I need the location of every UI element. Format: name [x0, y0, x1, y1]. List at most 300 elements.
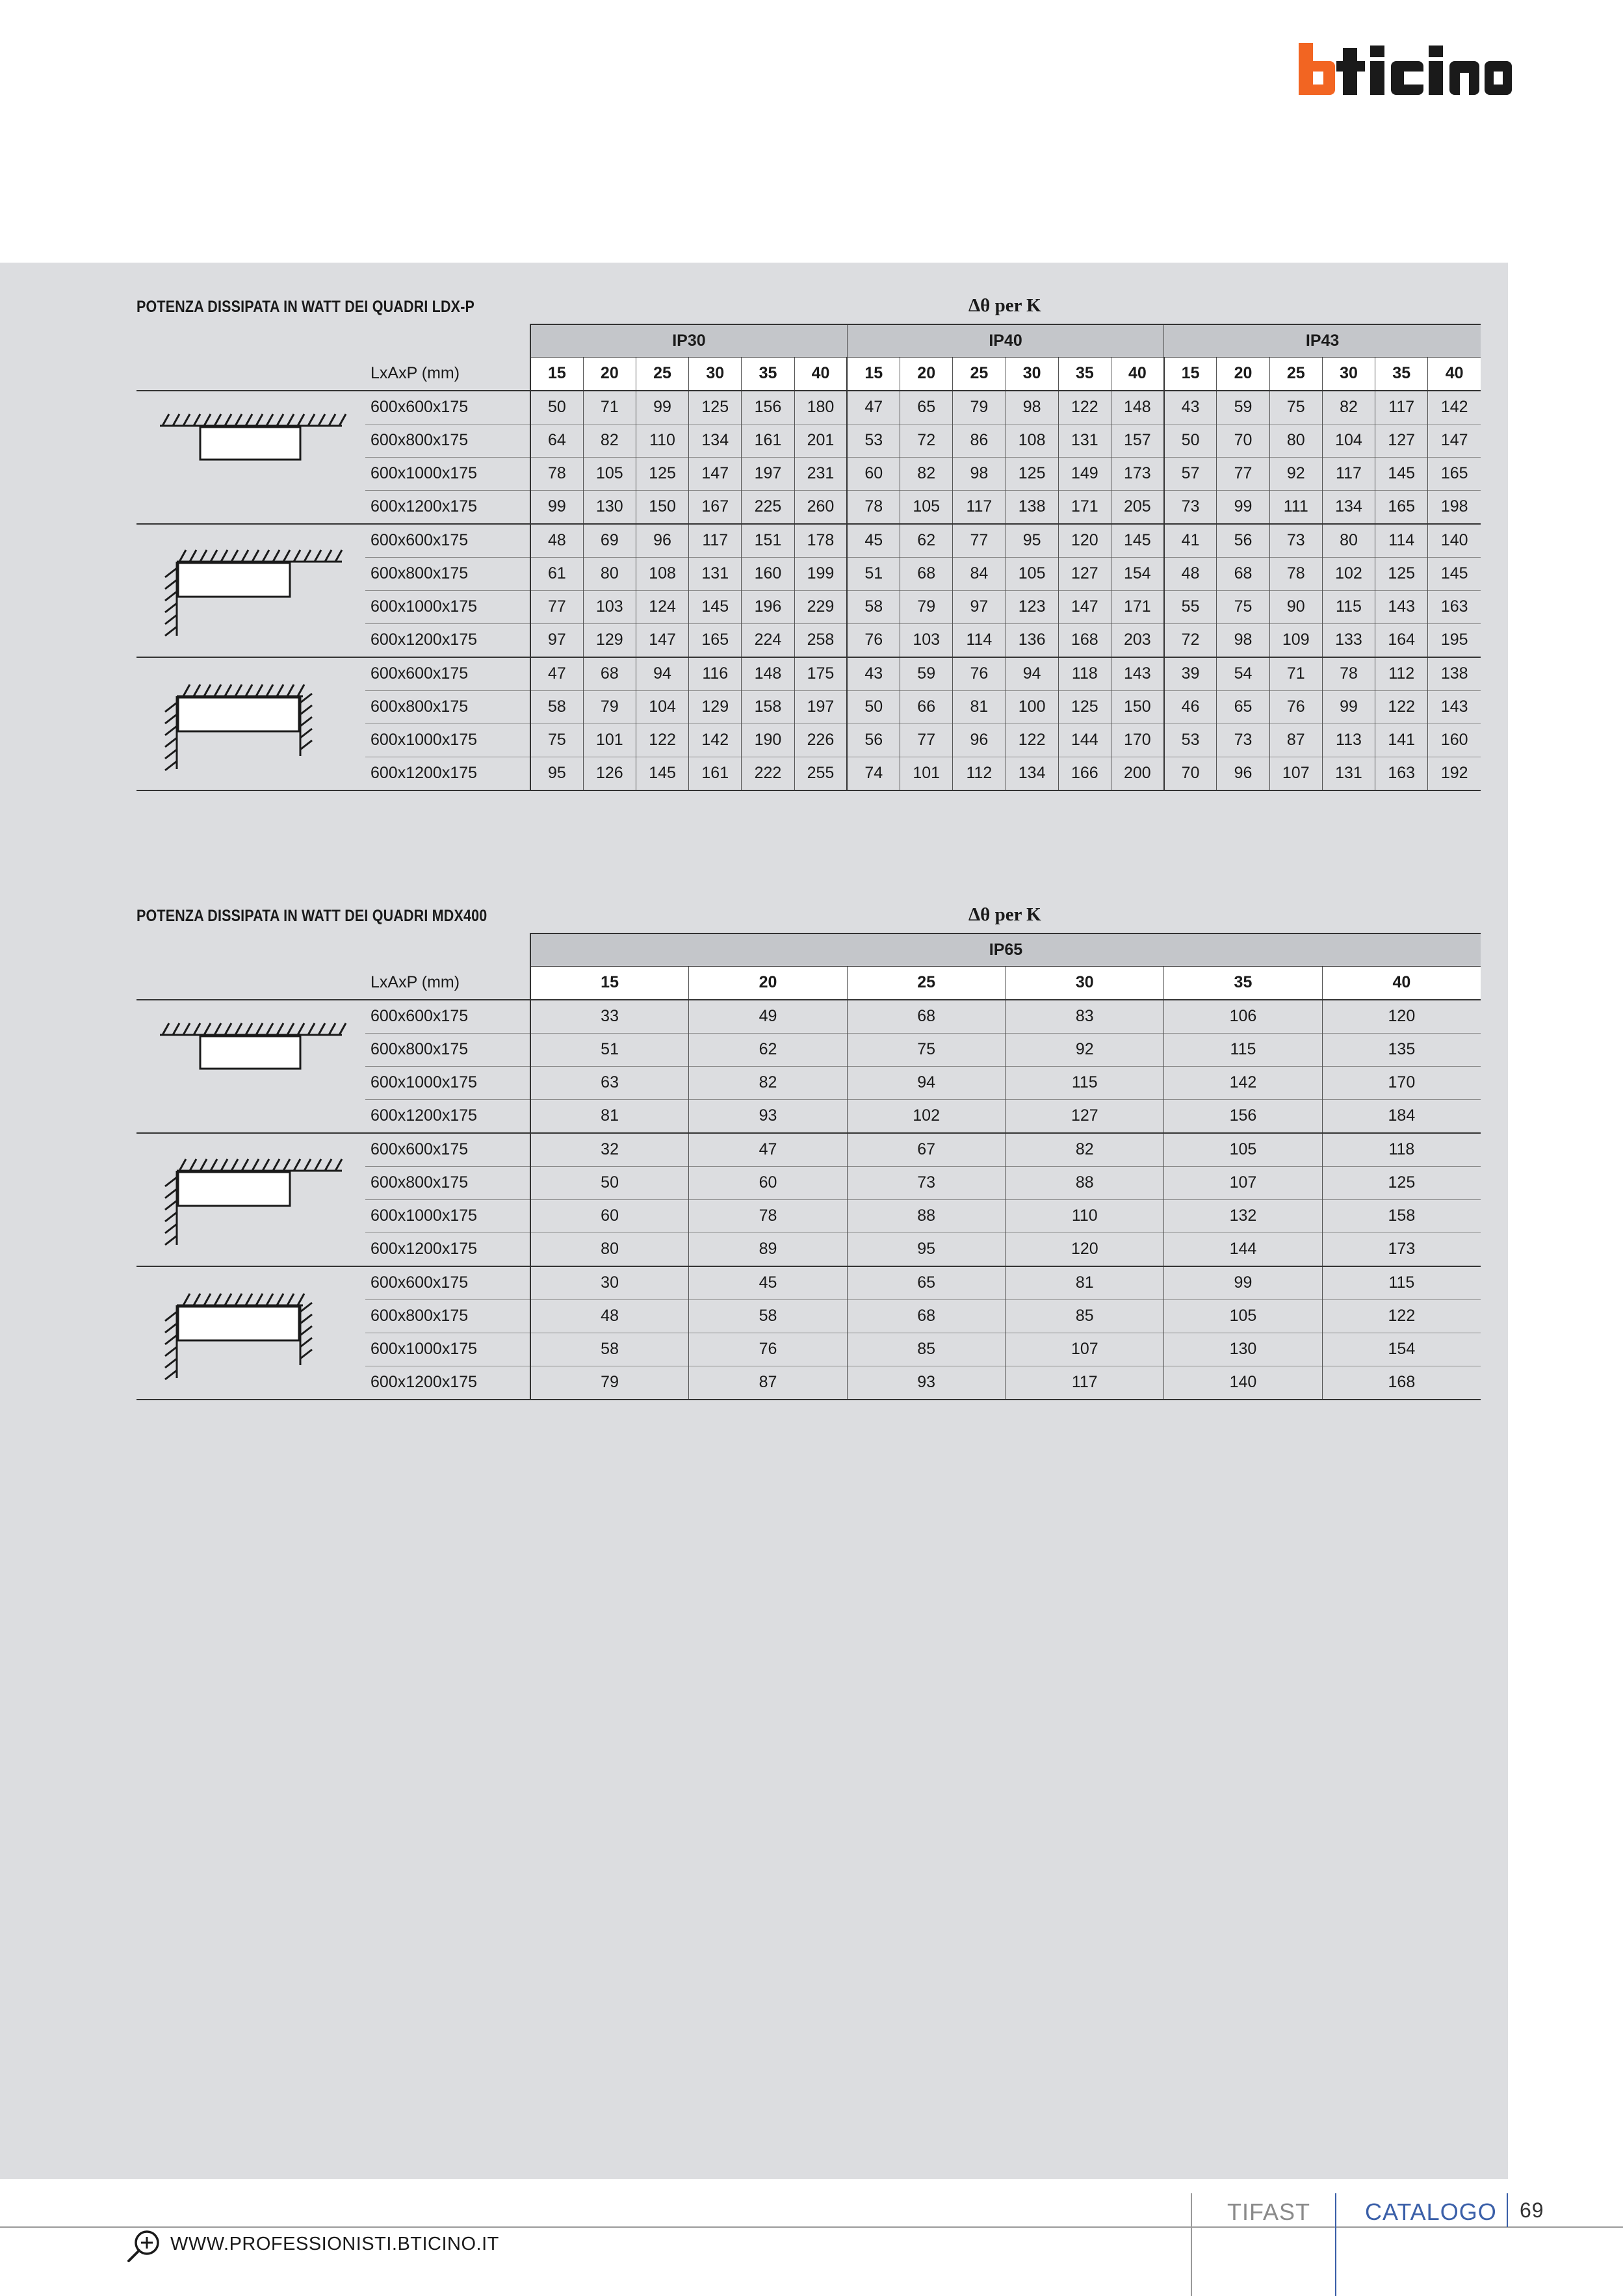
value-cell: 122: [1058, 391, 1111, 424]
value-cell: 96: [953, 724, 1006, 757]
value-cell: 231: [794, 457, 847, 490]
value-cell: 173: [1322, 1233, 1481, 1266]
value-cell: 94: [636, 657, 688, 691]
value-cell: 61: [530, 557, 583, 590]
value-cell: 90: [1269, 590, 1322, 623]
value-cell: 229: [794, 590, 847, 623]
value-cell: 134: [1322, 490, 1375, 524]
value-cell: 30: [530, 1266, 689, 1300]
value-cell: 74: [847, 757, 900, 790]
value-cell: 64: [530, 424, 583, 457]
size-cell: 600x1000x175: [365, 1333, 530, 1366]
value-cell: 32: [530, 1133, 689, 1167]
value-cell: 103: [900, 623, 953, 657]
value-cell: 97: [953, 590, 1006, 623]
value-cell: 136: [1006, 623, 1058, 657]
value-cell: 196: [742, 590, 794, 623]
value-cell: 224: [742, 623, 794, 657]
delta-col-header: 40: [794, 357, 847, 391]
value-cell: 104: [636, 690, 688, 724]
table1-title: POTENZA DISSIPATA IN WATT DEI QUADRI LDX-P: [136, 298, 475, 316]
delta-col-header: 35: [1058, 357, 1111, 391]
value-cell: 258: [794, 623, 847, 657]
value-cell: 80: [1269, 424, 1322, 457]
mounting-diagram-2: [136, 1133, 365, 1266]
value-cell: 100: [1006, 690, 1058, 724]
delta-col-header: 30: [1322, 357, 1375, 391]
website-link[interactable]: WWW.PROFESSIONISTI.BTICINO.IT: [170, 2234, 499, 2254]
delta-col-header: 15: [847, 357, 900, 391]
value-cell: 85: [847, 1333, 1006, 1366]
size-cell: 600x600x175: [365, 524, 530, 558]
delta-col-header: 40: [1111, 357, 1163, 391]
value-cell: 99: [1164, 1266, 1323, 1300]
value-cell: 163: [1375, 757, 1428, 790]
value-cell: 81: [530, 1099, 689, 1133]
footer-catalog: CATALOGO: [1365, 2198, 1497, 2225]
value-cell: 56: [847, 724, 900, 757]
value-cell: 39: [1164, 657, 1217, 691]
value-cell: 171: [1111, 590, 1163, 623]
value-cell: 122: [1006, 724, 1058, 757]
value-cell: 129: [689, 690, 742, 724]
value-cell: 68: [900, 557, 953, 590]
delta-col-header: 35: [1375, 357, 1428, 391]
value-cell: 43: [1164, 391, 1217, 424]
value-cell: 75: [530, 724, 583, 757]
value-cell: 76: [689, 1333, 848, 1366]
value-cell: 118: [1322, 1133, 1481, 1167]
size-header: LxAxP (mm): [370, 363, 460, 382]
value-cell: 105: [900, 490, 953, 524]
table-row: [136, 1266, 1481, 1300]
size-header: LxAxP (mm): [370, 972, 460, 991]
table-row: [136, 1133, 1481, 1167]
value-cell: 50: [847, 690, 900, 724]
value-cell: 116: [689, 657, 742, 691]
value-cell: 86: [953, 424, 1006, 457]
value-cell: 47: [689, 1133, 848, 1167]
value-cell: 131: [1058, 424, 1111, 457]
value-cell: 170: [1322, 1066, 1481, 1099]
group-header-ip40: IP40: [847, 324, 1163, 357]
value-cell: 54: [1217, 657, 1269, 691]
size-cell: 600x1000x175: [365, 1199, 530, 1233]
value-cell: 59: [900, 657, 953, 691]
value-cell: 130: [583, 490, 636, 524]
value-cell: 65: [900, 391, 953, 424]
value-cell: 108: [1006, 424, 1058, 457]
delta-col-header: 30: [1006, 357, 1058, 391]
value-cell: 168: [1322, 1366, 1481, 1400]
value-cell: 117: [1375, 391, 1428, 424]
value-cell: 58: [847, 590, 900, 623]
value-cell: 157: [1111, 424, 1163, 457]
size-cell: 600x1000x175: [365, 724, 530, 757]
value-cell: 76: [1269, 690, 1322, 724]
value-cell: 97: [530, 623, 583, 657]
value-cell: 98: [1217, 623, 1269, 657]
table2-title: POTENZA DISSIPATA IN WATT DEI QUADRI MDX400: [136, 907, 487, 925]
value-cell: 78: [689, 1199, 848, 1233]
value-cell: 129: [583, 623, 636, 657]
table1-delta-label: Δθ per K: [968, 295, 1041, 316]
value-cell: 47: [530, 657, 583, 691]
value-cell: 158: [742, 690, 794, 724]
size-cell: 600x1000x175: [365, 457, 530, 490]
value-cell: 80: [583, 557, 636, 590]
value-cell: 140: [1164, 1366, 1323, 1400]
value-cell: 147: [636, 623, 688, 657]
group-header-ip43: IP43: [1164, 324, 1481, 357]
value-cell: 76: [953, 657, 1006, 691]
value-cell: 73: [1269, 524, 1322, 558]
value-cell: 149: [1058, 457, 1111, 490]
mounting-diagram-2: [136, 524, 365, 657]
size-cell: 600x600x175: [365, 1000, 530, 1034]
value-cell: 58: [530, 1333, 689, 1366]
value-cell: 58: [530, 690, 583, 724]
value-cell: 260: [794, 490, 847, 524]
value-cell: 77: [900, 724, 953, 757]
value-cell: 93: [689, 1099, 848, 1133]
value-cell: 122: [1375, 690, 1428, 724]
size-cell: 600x800x175: [365, 1166, 530, 1199]
value-cell: 33: [530, 1000, 689, 1034]
value-cell: 77: [530, 590, 583, 623]
value-cell: 154: [1111, 557, 1163, 590]
value-cell: 66: [900, 690, 953, 724]
value-cell: 68: [583, 657, 636, 691]
value-cell: 83: [1006, 1000, 1164, 1034]
footer-sep-2: [1335, 2193, 1336, 2296]
value-cell: 125: [1006, 457, 1058, 490]
value-cell: 171: [1058, 490, 1111, 524]
value-cell: 62: [900, 524, 953, 558]
value-cell: 60: [847, 457, 900, 490]
value-cell: 197: [742, 457, 794, 490]
value-cell: 81: [953, 690, 1006, 724]
value-cell: 78: [1269, 557, 1322, 590]
value-cell: 95: [530, 757, 583, 790]
delta-col-header: 30: [689, 357, 742, 391]
value-cell: 102: [847, 1099, 1006, 1133]
value-cell: 104: [1322, 424, 1375, 457]
value-cell: 143: [1428, 690, 1481, 724]
size-cell: 600x1000x175: [365, 1066, 530, 1099]
value-cell: 160: [742, 557, 794, 590]
value-cell: 73: [847, 1166, 1006, 1199]
value-cell: 178: [794, 524, 847, 558]
value-cell: 122: [636, 724, 688, 757]
value-cell: 154: [1322, 1333, 1481, 1366]
value-cell: 168: [1058, 623, 1111, 657]
value-cell: 192: [1428, 757, 1481, 790]
value-cell: 226: [794, 724, 847, 757]
value-cell: 130: [1164, 1333, 1323, 1366]
value-cell: 82: [583, 424, 636, 457]
value-cell: 72: [1164, 623, 1217, 657]
delta-col-header: 25: [953, 357, 1006, 391]
value-cell: 60: [689, 1166, 848, 1199]
size-cell: 600x1200x175: [365, 1233, 530, 1266]
value-cell: 73: [1217, 724, 1269, 757]
zoom-in-icon[interactable]: [125, 2227, 162, 2265]
value-cell: 71: [583, 391, 636, 424]
value-cell: 161: [742, 424, 794, 457]
value-cell: 112: [1375, 657, 1428, 691]
value-cell: 150: [1111, 690, 1163, 724]
value-cell: 145: [636, 757, 688, 790]
value-cell: 46: [1164, 690, 1217, 724]
value-cell: 131: [1322, 757, 1375, 790]
value-cell: 115: [1164, 1033, 1323, 1066]
value-cell: 156: [1164, 1099, 1323, 1133]
footer-divider: [0, 2226, 1623, 2228]
value-cell: 163: [1428, 590, 1481, 623]
group-header-ip30: IP30: [530, 324, 847, 357]
value-cell: 167: [689, 490, 742, 524]
value-cell: 122: [1322, 1299, 1481, 1333]
table2-delta-label: Δθ per K: [968, 904, 1041, 925]
value-cell: 151: [742, 524, 794, 558]
value-cell: 48: [1164, 557, 1217, 590]
value-cell: 110: [636, 424, 688, 457]
value-cell: 107: [1006, 1333, 1164, 1366]
value-cell: 117: [1006, 1366, 1164, 1400]
value-cell: 120: [1058, 524, 1111, 558]
value-cell: 88: [847, 1199, 1006, 1233]
value-cell: 95: [847, 1233, 1006, 1266]
value-cell: 125: [636, 457, 688, 490]
value-cell: 195: [1428, 623, 1481, 657]
value-cell: 105: [1164, 1133, 1323, 1167]
value-cell: 99: [530, 490, 583, 524]
value-cell: 65: [1217, 690, 1269, 724]
value-cell: 48: [530, 524, 583, 558]
value-cell: 99: [1322, 690, 1375, 724]
value-cell: 57: [1164, 457, 1217, 490]
value-cell: 45: [847, 524, 900, 558]
value-cell: 165: [689, 623, 742, 657]
value-cell: 62: [689, 1033, 848, 1066]
value-cell: 145: [1375, 457, 1428, 490]
value-cell: 106: [1164, 1000, 1323, 1034]
value-cell: 125: [1058, 690, 1111, 724]
value-cell: 173: [1111, 457, 1163, 490]
value-cell: 170: [1111, 724, 1163, 757]
value-cell: 255: [794, 757, 847, 790]
value-cell: 60: [530, 1199, 689, 1233]
value-cell: 135: [1322, 1033, 1481, 1066]
size-cell: 600x800x175: [365, 424, 530, 457]
delta-col-header: 40: [1428, 357, 1481, 391]
size-cell: 600x1200x175: [365, 623, 530, 657]
value-cell: 85: [1006, 1299, 1164, 1333]
value-cell: 101: [583, 724, 636, 757]
mounting-diagram-1: [136, 1000, 365, 1133]
value-cell: 50: [1164, 424, 1217, 457]
value-cell: 48: [530, 1299, 689, 1333]
mounting-diagram-1: [136, 391, 365, 524]
value-cell: 47: [847, 391, 900, 424]
value-cell: 76: [847, 623, 900, 657]
value-cell: 80: [1322, 524, 1375, 558]
value-cell: 78: [847, 490, 900, 524]
size-cell: 600x600x175: [365, 391, 530, 424]
value-cell: 156: [742, 391, 794, 424]
size-cell: 600x1200x175: [365, 490, 530, 524]
value-cell: 79: [900, 590, 953, 623]
value-cell: 88: [1006, 1166, 1164, 1199]
value-cell: 147: [689, 457, 742, 490]
value-cell: 68: [1217, 557, 1269, 590]
delta-col-header: 30: [1006, 966, 1164, 1000]
value-cell: 114: [953, 623, 1006, 657]
value-cell: 77: [953, 524, 1006, 558]
size-cell: 600x1200x175: [365, 1366, 530, 1400]
value-cell: 94: [1006, 657, 1058, 691]
table-row: [136, 391, 1481, 424]
value-cell: 148: [742, 657, 794, 691]
value-cell: 96: [1217, 757, 1269, 790]
delta-col-header: 15: [1164, 357, 1217, 391]
value-cell: 70: [1217, 424, 1269, 457]
value-cell: 143: [1111, 657, 1163, 691]
value-cell: 53: [847, 424, 900, 457]
value-cell: 132: [1164, 1199, 1323, 1233]
size-cell: 600x600x175: [365, 1266, 530, 1300]
value-cell: 63: [530, 1066, 689, 1099]
value-cell: 125: [689, 391, 742, 424]
mounting-diagram-3: [136, 1266, 365, 1400]
value-cell: 114: [1375, 524, 1428, 558]
delta-col-header: 35: [742, 357, 794, 391]
value-cell: 82: [1322, 391, 1375, 424]
value-cell: 98: [953, 457, 1006, 490]
group-header-ip65: IP65: [530, 933, 1481, 966]
value-cell: 73: [1164, 490, 1217, 524]
value-cell: 144: [1058, 724, 1111, 757]
value-cell: 142: [1428, 391, 1481, 424]
value-cell: 72: [900, 424, 953, 457]
mdx400-table: [136, 933, 1481, 1400]
value-cell: 112: [953, 757, 1006, 790]
value-cell: 78: [1322, 657, 1375, 691]
value-cell: 107: [1269, 757, 1322, 790]
value-cell: 79: [530, 1366, 689, 1400]
value-cell: 127: [1058, 557, 1111, 590]
value-cell: 127: [1006, 1099, 1164, 1133]
size-cell: 600x1200x175: [365, 1099, 530, 1133]
value-cell: 49: [689, 1000, 848, 1034]
value-cell: 205: [1111, 490, 1163, 524]
value-cell: 59: [1217, 391, 1269, 424]
mounting-diagram-3: [136, 657, 365, 790]
value-cell: 110: [1006, 1199, 1164, 1233]
value-cell: 158: [1322, 1199, 1481, 1233]
size-cell: 600x800x175: [365, 1299, 530, 1333]
value-cell: 138: [1428, 657, 1481, 691]
value-cell: 141: [1375, 724, 1428, 757]
value-cell: 198: [1428, 490, 1481, 524]
value-cell: 68: [847, 1299, 1006, 1333]
value-cell: 203: [1111, 623, 1163, 657]
value-cell: 147: [1058, 590, 1111, 623]
value-cell: 67: [847, 1133, 1006, 1167]
value-cell: 166: [1058, 757, 1111, 790]
value-cell: 200: [1111, 757, 1163, 790]
value-cell: 197: [794, 690, 847, 724]
value-cell: 225: [742, 490, 794, 524]
value-cell: 105: [1164, 1299, 1323, 1333]
value-cell: 71: [1269, 657, 1322, 691]
value-cell: 120: [1006, 1233, 1164, 1266]
value-cell: 147: [1428, 424, 1481, 457]
value-cell: 145: [1111, 524, 1163, 558]
value-cell: 79: [583, 690, 636, 724]
value-cell: 105: [1006, 557, 1058, 590]
value-cell: 107: [1164, 1166, 1323, 1199]
value-cell: 82: [689, 1066, 848, 1099]
value-cell: 164: [1375, 623, 1428, 657]
delta-col-header: 20: [900, 357, 953, 391]
value-cell: 127: [1375, 424, 1428, 457]
value-cell: 96: [636, 524, 688, 558]
delta-col-header: 25: [636, 357, 688, 391]
value-cell: 99: [1217, 490, 1269, 524]
size-cell: 600x1200x175: [365, 757, 530, 790]
value-cell: 199: [794, 557, 847, 590]
value-cell: 95: [1006, 524, 1058, 558]
value-cell: 125: [1375, 557, 1428, 590]
value-cell: 222: [742, 757, 794, 790]
value-cell: 125: [1322, 1166, 1481, 1199]
value-cell: 102: [1322, 557, 1375, 590]
value-cell: 79: [953, 391, 1006, 424]
value-cell: 118: [1058, 657, 1111, 691]
size-cell: 600x600x175: [365, 657, 530, 691]
value-cell: 145: [689, 590, 742, 623]
value-cell: 65: [847, 1266, 1006, 1300]
value-cell: 103: [583, 590, 636, 623]
size-cell: 600x800x175: [365, 1033, 530, 1066]
value-cell: 45: [689, 1266, 848, 1300]
value-cell: 120: [1322, 1000, 1481, 1034]
value-cell: 68: [847, 1000, 1006, 1034]
size-cell: 600x1000x175: [365, 590, 530, 623]
delta-col-header: 20: [1217, 357, 1269, 391]
value-cell: 148: [1111, 391, 1163, 424]
delta-col-header: 25: [1269, 357, 1322, 391]
value-cell: 41: [1164, 524, 1217, 558]
bticino-logo: [1299, 43, 1512, 96]
value-cell: 43: [847, 657, 900, 691]
value-cell: 109: [1269, 623, 1322, 657]
value-cell: 115: [1322, 1266, 1481, 1300]
value-cell: 165: [1428, 457, 1481, 490]
size-cell: 600x800x175: [365, 690, 530, 724]
value-cell: 80: [530, 1233, 689, 1266]
value-cell: 138: [1006, 490, 1058, 524]
value-cell: 175: [794, 657, 847, 691]
size-cell: 600x800x175: [365, 557, 530, 590]
delta-col-header: 20: [689, 966, 848, 1000]
value-cell: 55: [1164, 590, 1217, 623]
value-cell: 161: [689, 757, 742, 790]
value-cell: 180: [794, 391, 847, 424]
value-cell: 143: [1375, 590, 1428, 623]
